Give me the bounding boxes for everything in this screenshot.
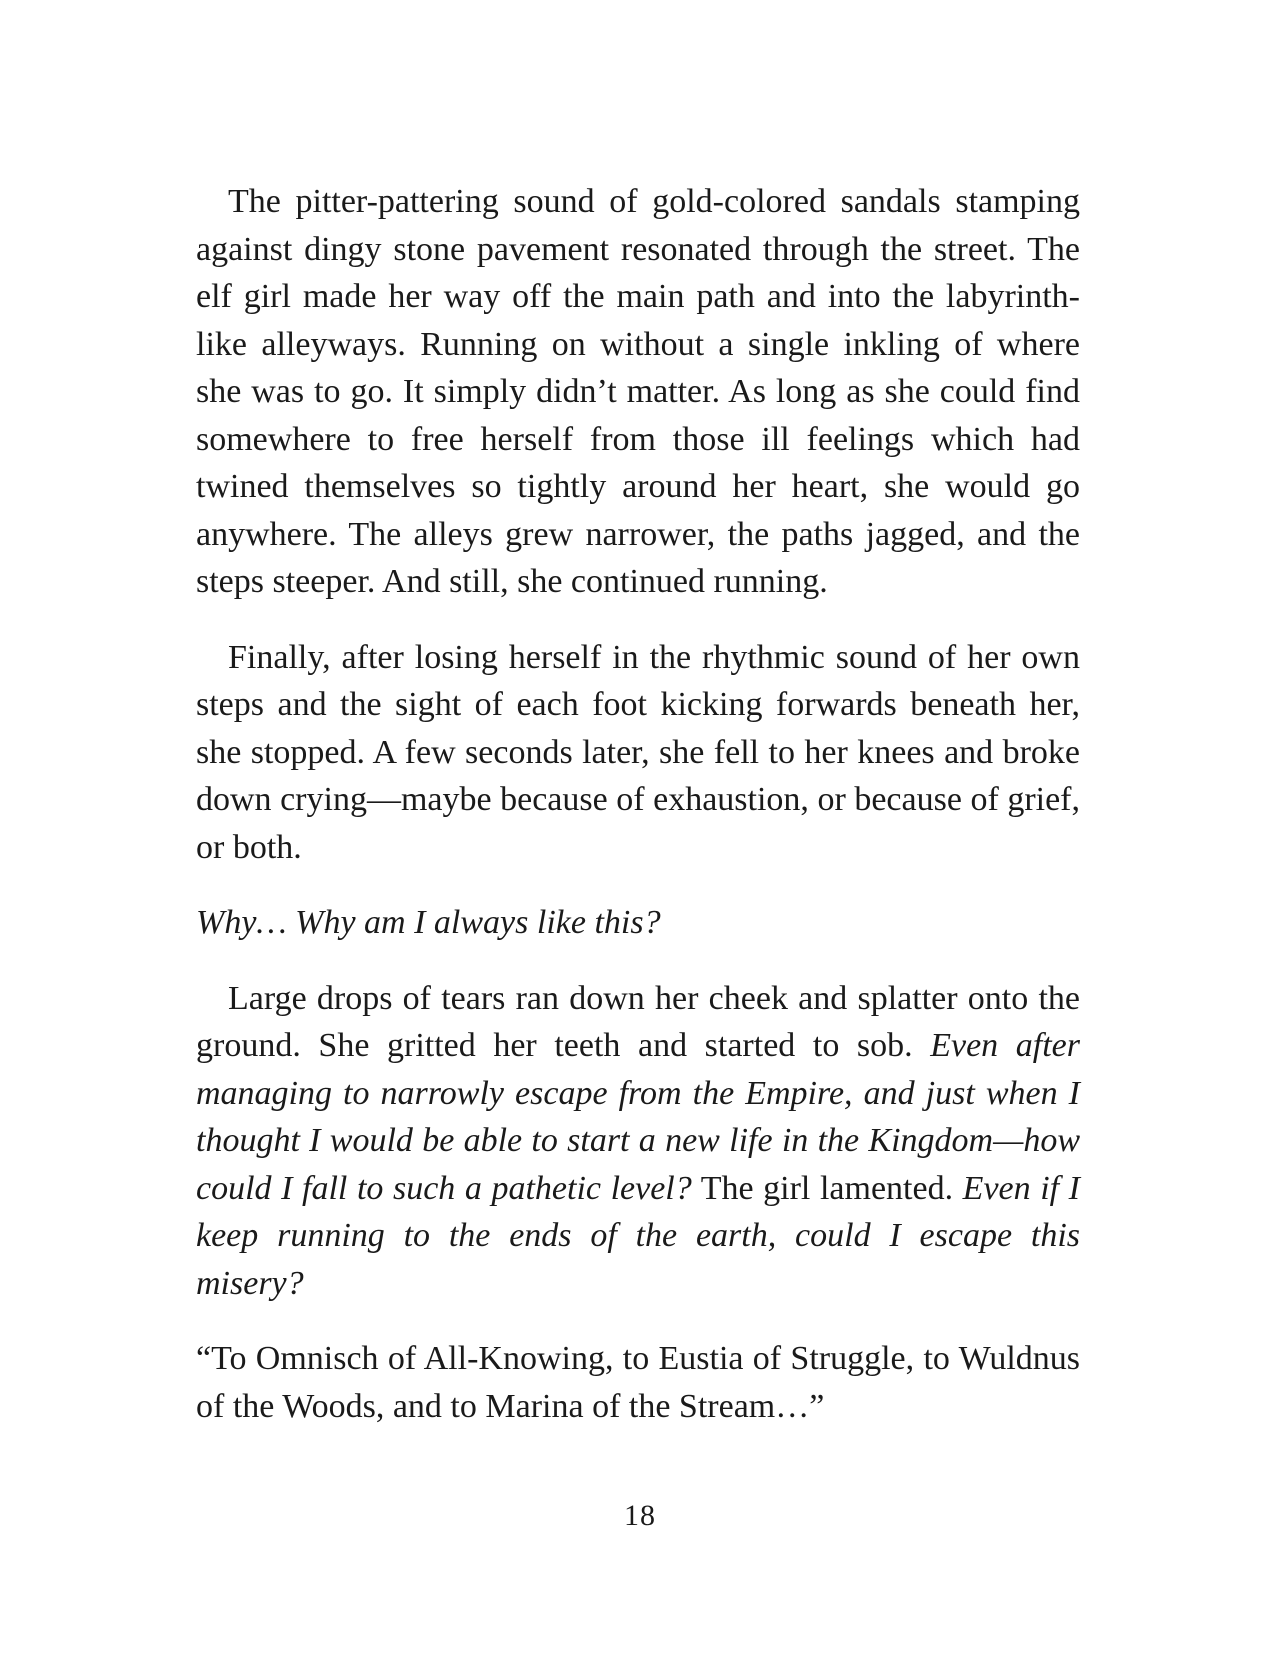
- italic-thought-text: Why… Why am I always like this?: [196, 904, 661, 941]
- body-text: [196, 178, 1080, 1458]
- page-number: 18: [624, 1499, 656, 1532]
- paragraph-text: Finally, after losing herself in the rhythmic sound of her own steps and the sight of each foot kicking forwards beneath her, she stopped. A few seconds later, she fell to her knees and broke down crying—maybe because of exhaustion, or because of grief, or both.: [196, 638, 1080, 866]
- paragraph-dialogue-invocation: [196, 1335, 1080, 1430]
- paragraph-text: The pitter-pattering sound of gold-colored sandals stamping against dingy stone pavement resonated through the street. The elf girl made her way off the main path and into the labyrinth-like alleyways. Running on without a single inkling of where she was to go. It simply didn’t matter. As long as she could find somewhere to free herself from those ill feelings which had twined themselves so tightly around her heart, she would go anywhere. The alleys grew narrower, the paths jagged, and the steps steeper. And still, she continued running.: [196, 183, 1080, 600]
- paragraph-inner-thought: [196, 899, 1080, 947]
- paragraph-stopped-crying: [196, 634, 1080, 872]
- italic-thought-text: Even if I keep running to the ends of the earth, could I escape this misery?: [196, 1169, 1081, 1302]
- paragraph-text: The girl lamented.: [691, 1169, 963, 1207]
- paragraph-running-through-alleys: [196, 178, 1080, 606]
- paragraph-text: Large drops of tears ran down her cheek and splatter onto the ground. She gritted her teeth and started to sob.: [196, 979, 1080, 1064]
- italic-thought-text: Even after managing to narrowly escape from the Empire, and just when I thought I would be able to start a new life in the Kingdom—how could I fall to such a pathetic level?: [196, 1027, 1080, 1207]
- paragraph-tears-lament: [196, 975, 1080, 1308]
- dialogue-text: “To Omnisch of All-Knowing, to Eustia of Struggle, to Wuldnus of the Woods, and to Marina of the Stream…”: [196, 1340, 1080, 1425]
